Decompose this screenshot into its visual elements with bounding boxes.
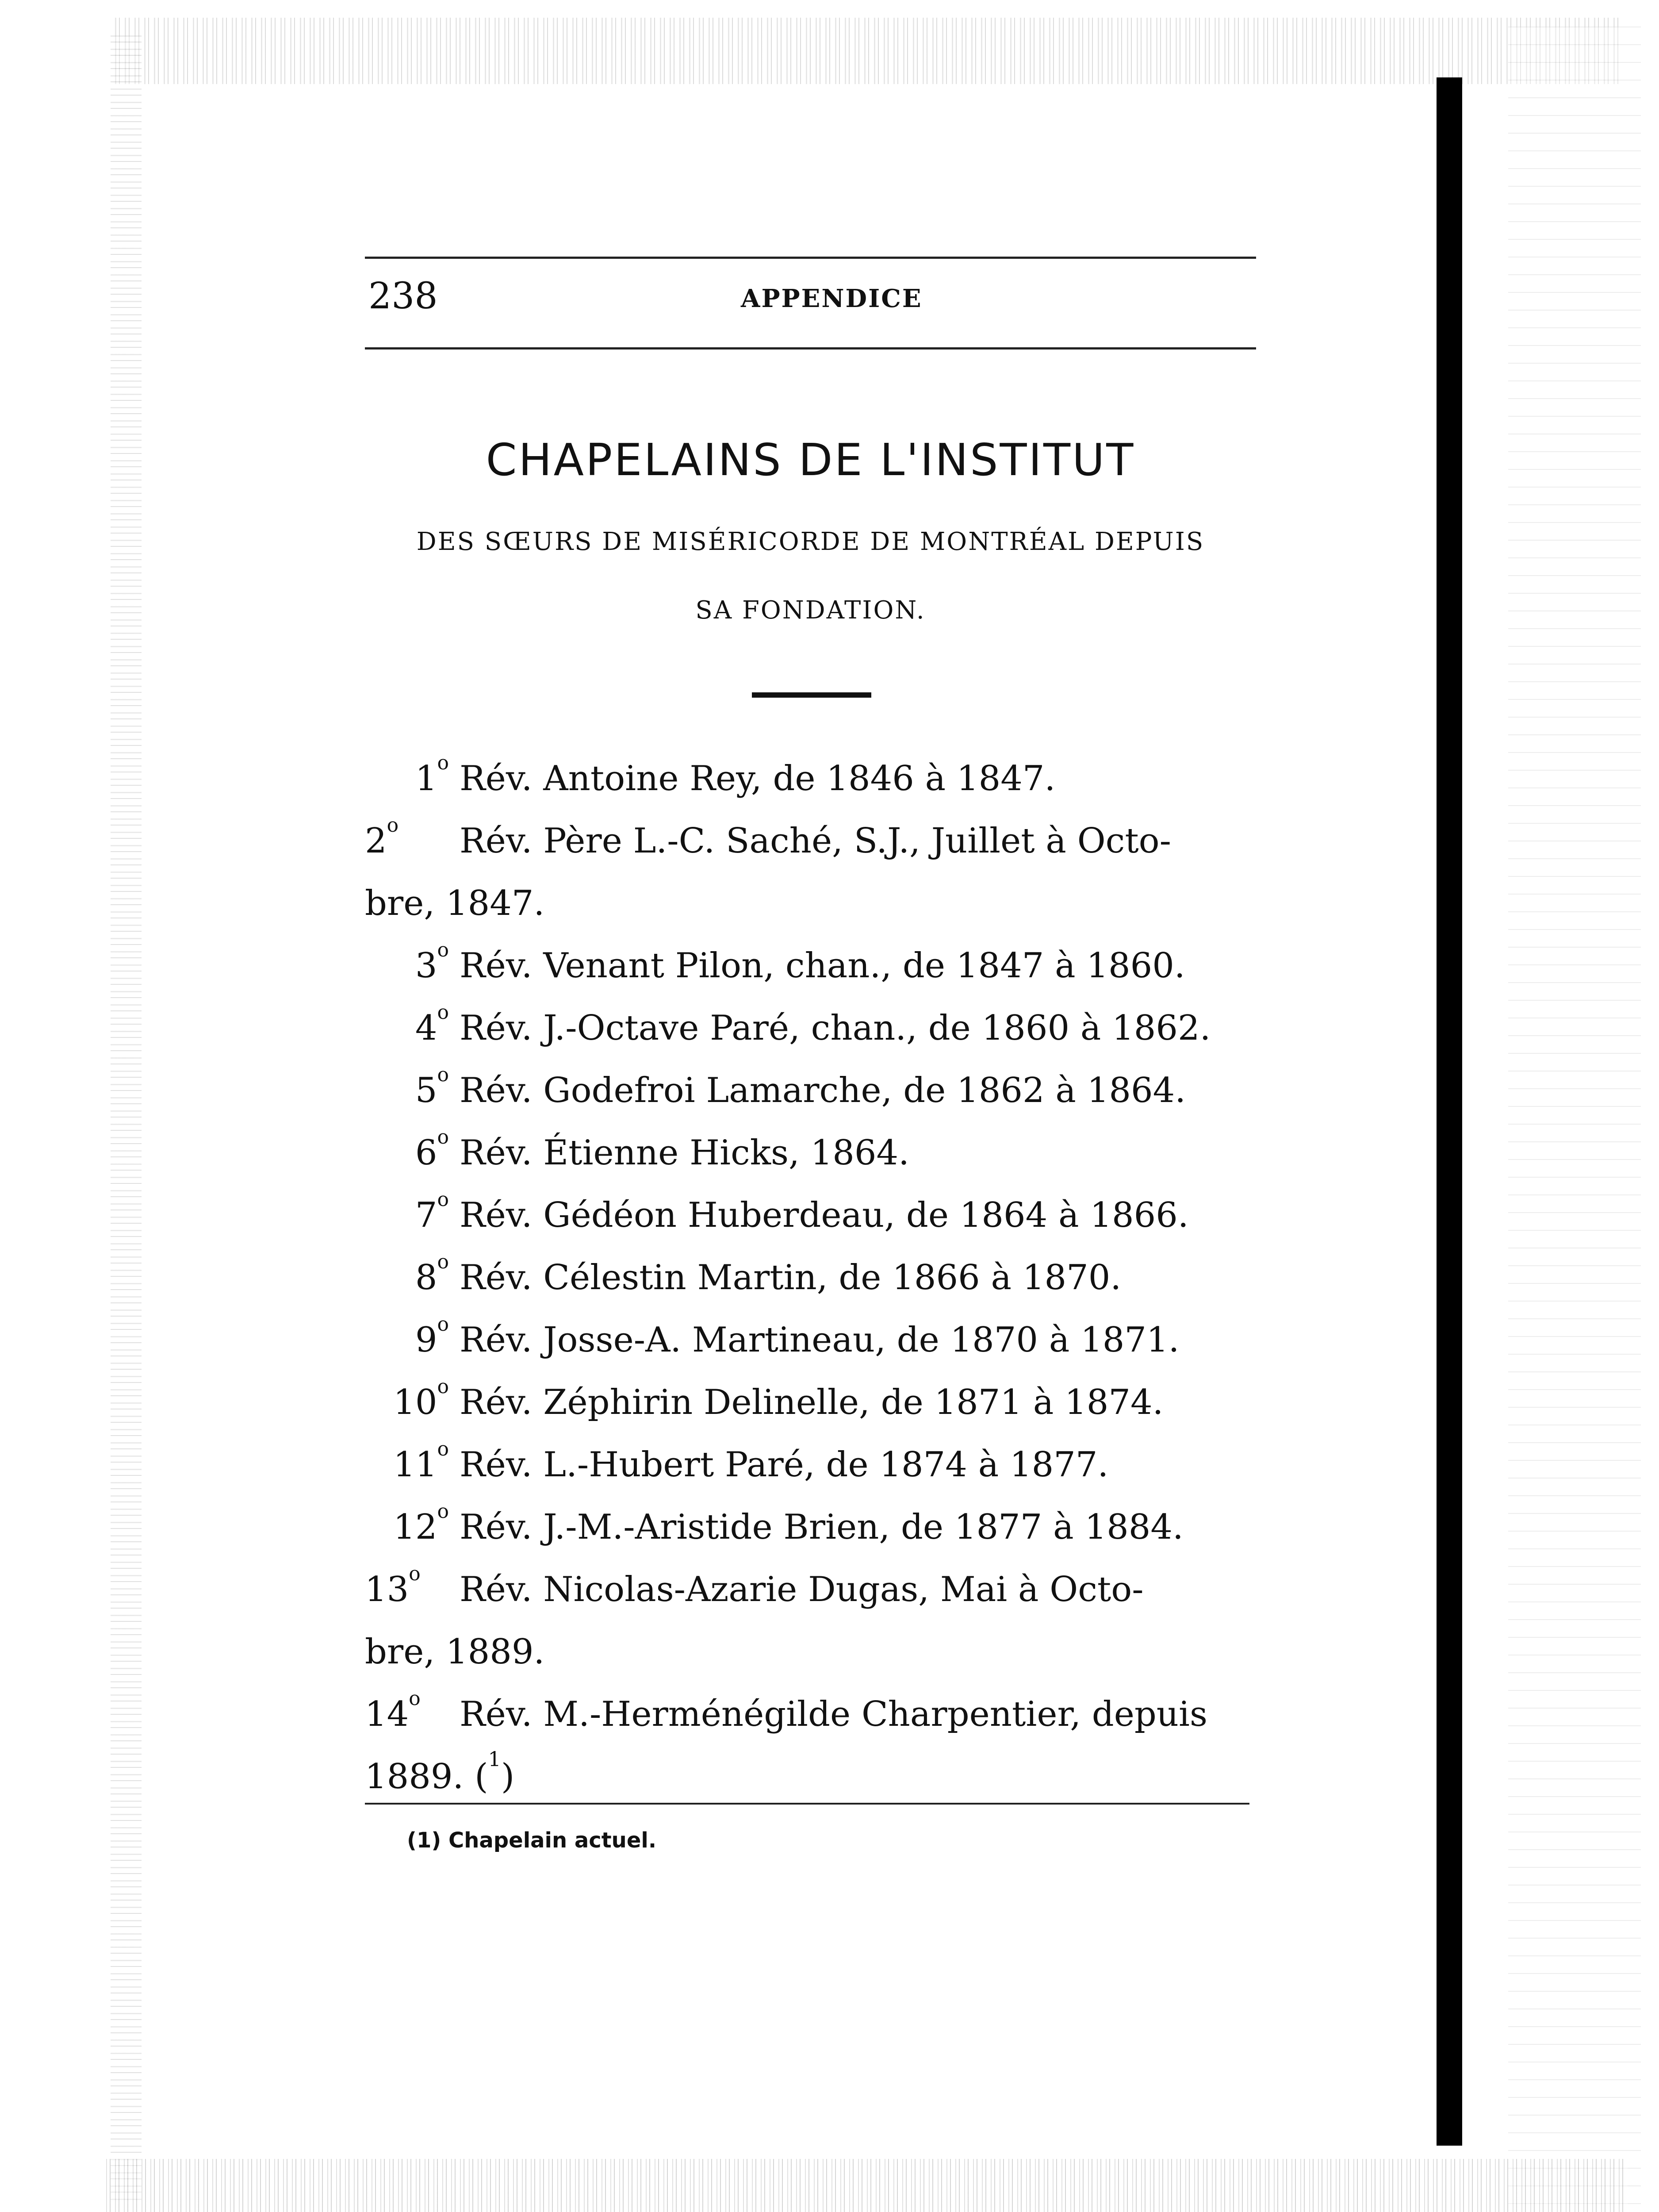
ordinal-superscript: o bbox=[387, 814, 399, 837]
list-item-number bbox=[365, 1559, 449, 1621]
page-title: CHAPELAINS DE L'INSTITUT bbox=[486, 434, 1135, 486]
list-item bbox=[365, 997, 1256, 1060]
book-page bbox=[365, 248, 1256, 1885]
page-subtitle-line-1: DES SŒURS DE MISÉRICORDE DE MONTRÉAL DEPUIS bbox=[416, 527, 1205, 556]
list-item-number bbox=[365, 1060, 449, 1122]
list-item-text: Rév. L.-Hubert Paré, de 1874 à 1877. bbox=[460, 1445, 1109, 1485]
ordinal-superscript: o bbox=[437, 1375, 449, 1398]
list-item bbox=[365, 1060, 1256, 1122]
list-item-text: Rév. Étienne Hicks, 1864. bbox=[460, 1133, 909, 1173]
continuation-text: 1889. ( bbox=[365, 1757, 488, 1797]
list-item-text: Rév. Josse-A. Martineau, de 1870 à 1871. bbox=[460, 1320, 1180, 1360]
list-item-text: Rév. Venant Pilon, chan., de 1847 à 1860. bbox=[460, 946, 1185, 986]
list-item-continuation bbox=[365, 1621, 1256, 1683]
running-header bbox=[365, 270, 1256, 323]
list-item bbox=[365, 1434, 1256, 1496]
ordinal-number: 12 bbox=[393, 1507, 437, 1547]
chaplain-list bbox=[365, 748, 1256, 1808]
ordinal-superscript: o bbox=[437, 1500, 449, 1523]
list-item bbox=[365, 1371, 1256, 1434]
list-item bbox=[365, 1496, 1256, 1559]
continuation-text: bre, 1847. bbox=[365, 883, 545, 923]
list-item bbox=[365, 748, 1256, 810]
scan-noise-right bbox=[1508, 27, 1641, 2212]
ordinal-superscript: o bbox=[437, 939, 449, 961]
ordinal-number: 10 bbox=[393, 1382, 437, 1422]
list-item-text: Rév. Zéphirin Delinelle, de 1871 à 1874. bbox=[460, 1382, 1164, 1422]
scan-noise-top bbox=[115, 18, 1619, 84]
list-item-continuation bbox=[365, 872, 1256, 935]
title-ornament-rule bbox=[752, 692, 871, 698]
list-item-text: Rév. J.-Octave Paré, chan., de 1860 à 1862. bbox=[460, 1008, 1211, 1048]
ordinal-superscript: o bbox=[437, 1438, 449, 1460]
continuation-text: bre, 1889. bbox=[365, 1632, 545, 1672]
page-number: 238 bbox=[368, 275, 438, 317]
list-item-number bbox=[365, 1309, 449, 1371]
ordinal-number: 14 bbox=[365, 1694, 409, 1734]
ordinal-number: 4 bbox=[415, 1008, 437, 1048]
list-item-continuation bbox=[365, 1746, 1256, 1808]
list-item-number bbox=[365, 1434, 449, 1496]
ordinal-number: 6 bbox=[415, 1133, 437, 1173]
ordinal-superscript: o bbox=[437, 1001, 449, 1024]
list-item-text: Rév. Célestin Martin, de 1866 à 1870. bbox=[460, 1258, 1122, 1298]
book-spine-shadow bbox=[1437, 77, 1462, 2146]
list-item bbox=[365, 1247, 1256, 1309]
list-item-text: Rév. Nicolas-Azarie Dugas, Mai à Octo- bbox=[460, 1570, 1144, 1609]
ordinal-number: 1 bbox=[415, 759, 437, 799]
ordinal-number: 2 bbox=[365, 821, 387, 861]
list-item-text: Rév. M.-Herménégilde Charpentier, depuis bbox=[460, 1694, 1208, 1734]
ordinal-number: 11 bbox=[393, 1445, 437, 1485]
list-item bbox=[365, 1559, 1256, 1621]
list-item bbox=[365, 810, 1256, 872]
scan-noise-left bbox=[111, 35, 142, 2203]
footnote: (1) Chapelain actuel. bbox=[407, 1828, 657, 1853]
list-item-text: Rév. J.-M.-Aristide Brien, de 1877 à 1884. bbox=[460, 1507, 1184, 1547]
list-item bbox=[365, 1683, 1256, 1746]
ordinal-superscript: o bbox=[437, 1251, 449, 1273]
list-item-number bbox=[365, 997, 449, 1060]
list-item bbox=[365, 1309, 1256, 1371]
ordinal-superscript: o bbox=[409, 1563, 421, 1585]
ordinal-number: 5 bbox=[415, 1071, 437, 1110]
footnote-rule bbox=[365, 1803, 1249, 1805]
list-item-number bbox=[365, 1496, 449, 1559]
list-item-number bbox=[365, 1247, 449, 1309]
ordinal-number: 7 bbox=[415, 1195, 437, 1235]
ordinal-number: 9 bbox=[415, 1320, 437, 1360]
ordinal-number: 13 bbox=[365, 1570, 409, 1609]
header-top-rule bbox=[365, 257, 1256, 259]
ordinal-number: 3 bbox=[415, 946, 437, 986]
ordinal-number: 8 bbox=[415, 1258, 437, 1298]
ordinal-superscript: o bbox=[437, 1188, 449, 1211]
list-item-number bbox=[365, 748, 449, 810]
running-title: APPENDICE bbox=[741, 284, 923, 313]
ordinal-superscript: o bbox=[437, 1064, 449, 1086]
list-item-number bbox=[365, 1122, 449, 1184]
page-subtitle-line-2: SA FONDATION. bbox=[695, 596, 926, 625]
footnote-marker: 1 bbox=[488, 1747, 501, 1771]
scan-noise-bottom bbox=[106, 2159, 1628, 2212]
header-bottom-rule bbox=[365, 347, 1256, 349]
ordinal-superscript: o bbox=[437, 752, 449, 774]
list-item-text: Rév. Godefroi Lamarche, de 1862 à 1864. bbox=[460, 1071, 1186, 1110]
list-item-number bbox=[365, 935, 449, 997]
list-item bbox=[365, 1122, 1256, 1184]
list-item-number bbox=[365, 1371, 449, 1434]
list-item bbox=[365, 1184, 1256, 1247]
list-item-number bbox=[365, 810, 449, 872]
ordinal-superscript: o bbox=[437, 1126, 449, 1148]
list-item-text: Rév. Père L.-C. Saché, S.J., Juillet à Octo- bbox=[460, 821, 1171, 861]
ordinal-superscript: o bbox=[409, 1687, 421, 1710]
list-item-text: Rév. Gédéon Huberdeau, de 1864 à 1866. bbox=[460, 1195, 1189, 1235]
list-item-number bbox=[365, 1184, 449, 1247]
list-item-number bbox=[365, 1683, 449, 1746]
ordinal-superscript: o bbox=[437, 1313, 449, 1336]
continuation-text-end: ) bbox=[501, 1757, 515, 1797]
list-item-text: Rév. Antoine Rey, de 1846 à 1847. bbox=[460, 759, 1056, 799]
list-item bbox=[365, 935, 1256, 997]
